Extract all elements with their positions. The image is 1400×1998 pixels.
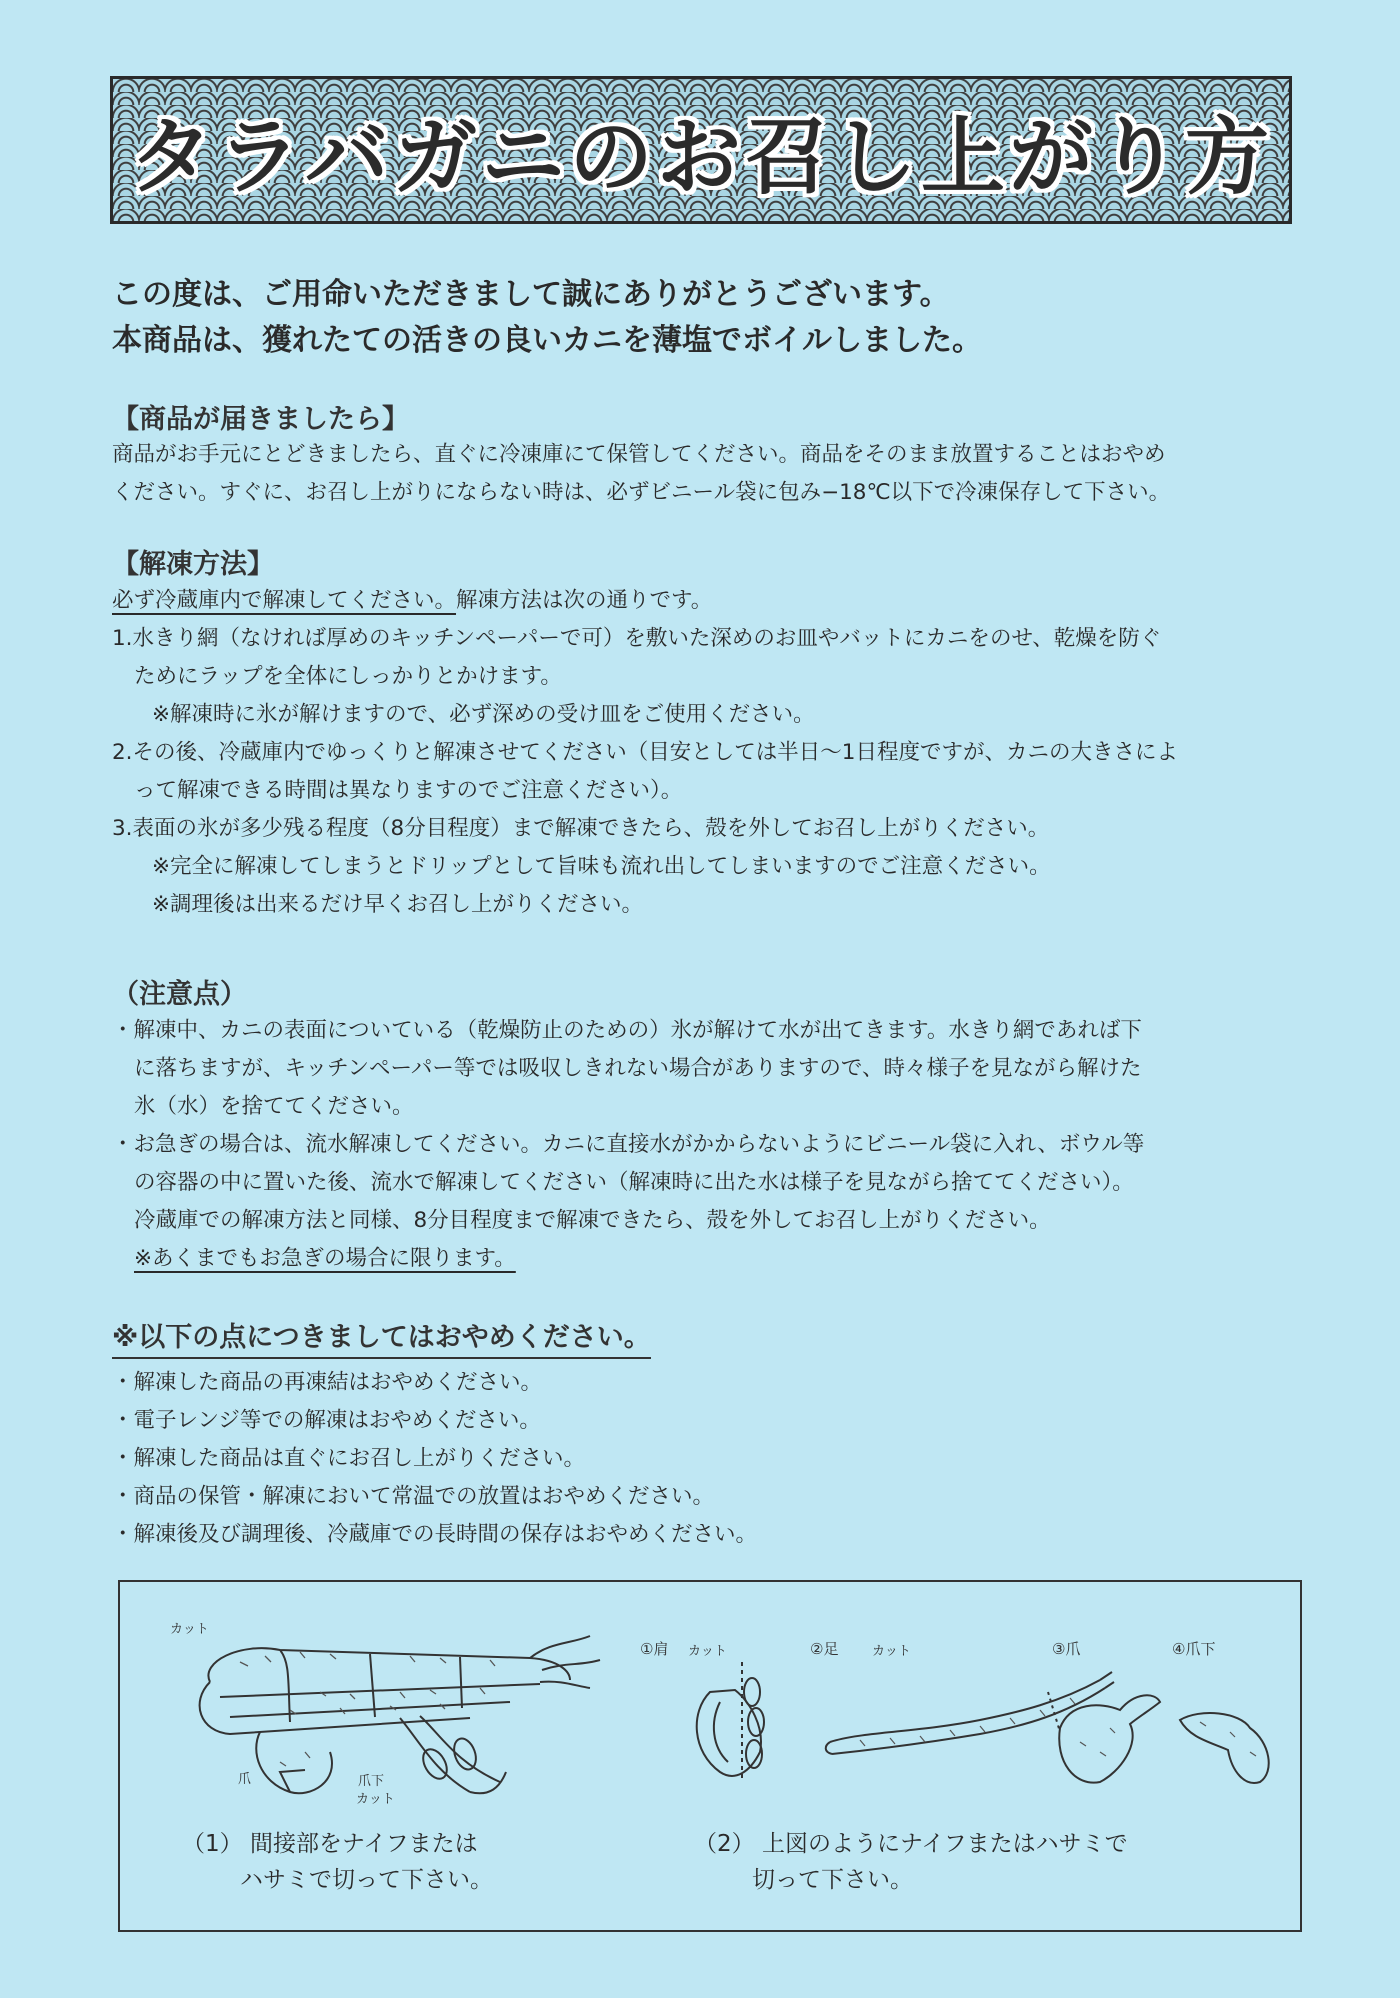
caption-1-line: ハサミで切って下さい。 (240, 1867, 493, 1893)
thaw-line: ※完全に解凍してしまうとドリップとして旨味も流れ出してしまいますのでご注意ください。 (152, 854, 1051, 879)
thaw-lead-rest: 解凍方法は次の通りです。 (456, 588, 713, 613)
arrival-line: ください。すぐに、お召し上がりにならない時は、必ずビニール袋に包み−18℃以下で冷凍保存して下さい。 (112, 480, 1171, 505)
title-banner (110, 76, 1292, 224)
illustration-box (118, 1580, 1302, 1932)
notes-line: の容器の中に置いた後、流水で解凍してください（解凍時に出た水は様子を見ながら捨ててください）。 (134, 1170, 1134, 1195)
arrival-line: 商品がお手元にとどきましたら、直ぐに冷凍庫にて保管してください。商品をそのまま放置することはおやめ (112, 442, 1166, 467)
heading-notes: （注意点） (112, 979, 247, 1010)
notes-line: 冷蔵庫での解凍方法と同様、8分目程度まで解凍できたら、殻を外してお召し上がりください。 (134, 1208, 1051, 1233)
intro-line: この度は、ご用命いただきまして誠にありがとうございます。 (112, 277, 950, 312)
intro-text (112, 272, 982, 364)
caption-2-line: （2） 上図のようにナイフまたはハサミで (694, 1831, 1128, 1857)
caption-1-line: （1） 間接部をナイフまたは (182, 1831, 478, 1857)
prohibit-body (112, 1364, 1302, 1554)
label-part-leg: ②足 (810, 1640, 839, 1658)
thaw-line: 1.水きり網（なければ厚めのキッチンペーパーで可）を敷いた深めのお皿やバットにカニをのせ、乾燥を防ぐ (112, 626, 1162, 651)
heading-thaw: 【解凍方法】 (112, 549, 274, 580)
thaw-lead-underlined: 必ず冷蔵庫内で解凍してください。 (112, 588, 457, 613)
caption-2-line: 切って下さい。 (752, 1867, 913, 1893)
notes-body (112, 1012, 1302, 1278)
notes-line: ・解凍中、カニの表面についている（乾燥防止のための）氷が解けて水が出てきます。水きり網であれば下 (112, 1018, 1142, 1043)
prohibit-line: ・解凍した商品の再凍結はおやめください。 (112, 1370, 543, 1395)
label-claw-under: 爪下 (358, 1774, 385, 1789)
thaw-line: 2.その後、冷蔵庫内でゆっくりと解凍させてください（目安としては半日〜1日程度ですが、カニの大きさによ (112, 740, 1178, 765)
thaw-line: ※解凍時に氷が解けますので、必ず深めの受け皿をご使用ください。 (152, 702, 815, 727)
label-part-leg-cut: カット (872, 1644, 911, 1659)
prohibit-line: ・電子レンジ等での解凍はおやめください。 (112, 1408, 541, 1433)
notes-line: ※あくまでもお急ぎの場合に限ります。 (134, 1246, 516, 1271)
caption-2 (694, 1826, 1128, 1898)
thaw-line: ※調理後は出来るだけ早くお召し上がりください。 (152, 892, 644, 917)
prohibit-line: ・解凍した商品は直ぐにお召し上がりください。 (112, 1446, 586, 1471)
prohibit-line: ・商品の保管・解凍において常温での放置はおやめください。 (112, 1484, 715, 1509)
notes-line: に落ちますが、キッチンペーパー等では吸収しきれない場合がありますので、時々様子を見ながら解けた (134, 1056, 1142, 1081)
label-part-claw-under: ④爪下 (1172, 1640, 1216, 1658)
label-part-claw: ③爪 (1052, 1640, 1081, 1658)
thaw-body (112, 582, 1302, 924)
thaw-line: ためにラップを全体にしっかりとかけます。 (134, 664, 562, 689)
thaw-line: 3.表面の氷が多少残る程度（8分目程度）まで解凍できたら、殻を外してお召し上がりください。 (112, 816, 1050, 841)
label-claw: 爪 (238, 1772, 252, 1787)
caption-1 (182, 1826, 493, 1898)
heading-prohibit: ※以下の点につきましてはおやめください。 (112, 1315, 651, 1359)
thaw-line: って解凍できる時間は異なりますのでご注意ください）。 (134, 778, 683, 803)
arrival-body (112, 436, 1302, 512)
prohibit-line: ・解凍後及び調理後、冷蔵庫での長時間の保存はおやめください。 (112, 1522, 758, 1547)
heading-arrival: 【商品が届きましたら】 (112, 404, 409, 435)
label-part-shoulder: ①肩 (640, 1640, 669, 1658)
page-title: タラバガニのお召し上がり方 (128, 107, 1273, 206)
intro-line: 本商品は、獲れたての活きの良いカニを薄塩でボイルしました。 (112, 323, 982, 358)
label-cut-top: カット (170, 1622, 209, 1637)
label-cut-bottom: カット (356, 1792, 395, 1807)
notes-line: ・お急ぎの場合は、流水解凍してください。カニに直接水がかからないようにビニール袋に入れ、ボウル等 (112, 1132, 1145, 1157)
notes-line: 氷（水）を捨ててください。 (134, 1094, 414, 1119)
label-part-shoulder-cut: カット (688, 1644, 727, 1659)
